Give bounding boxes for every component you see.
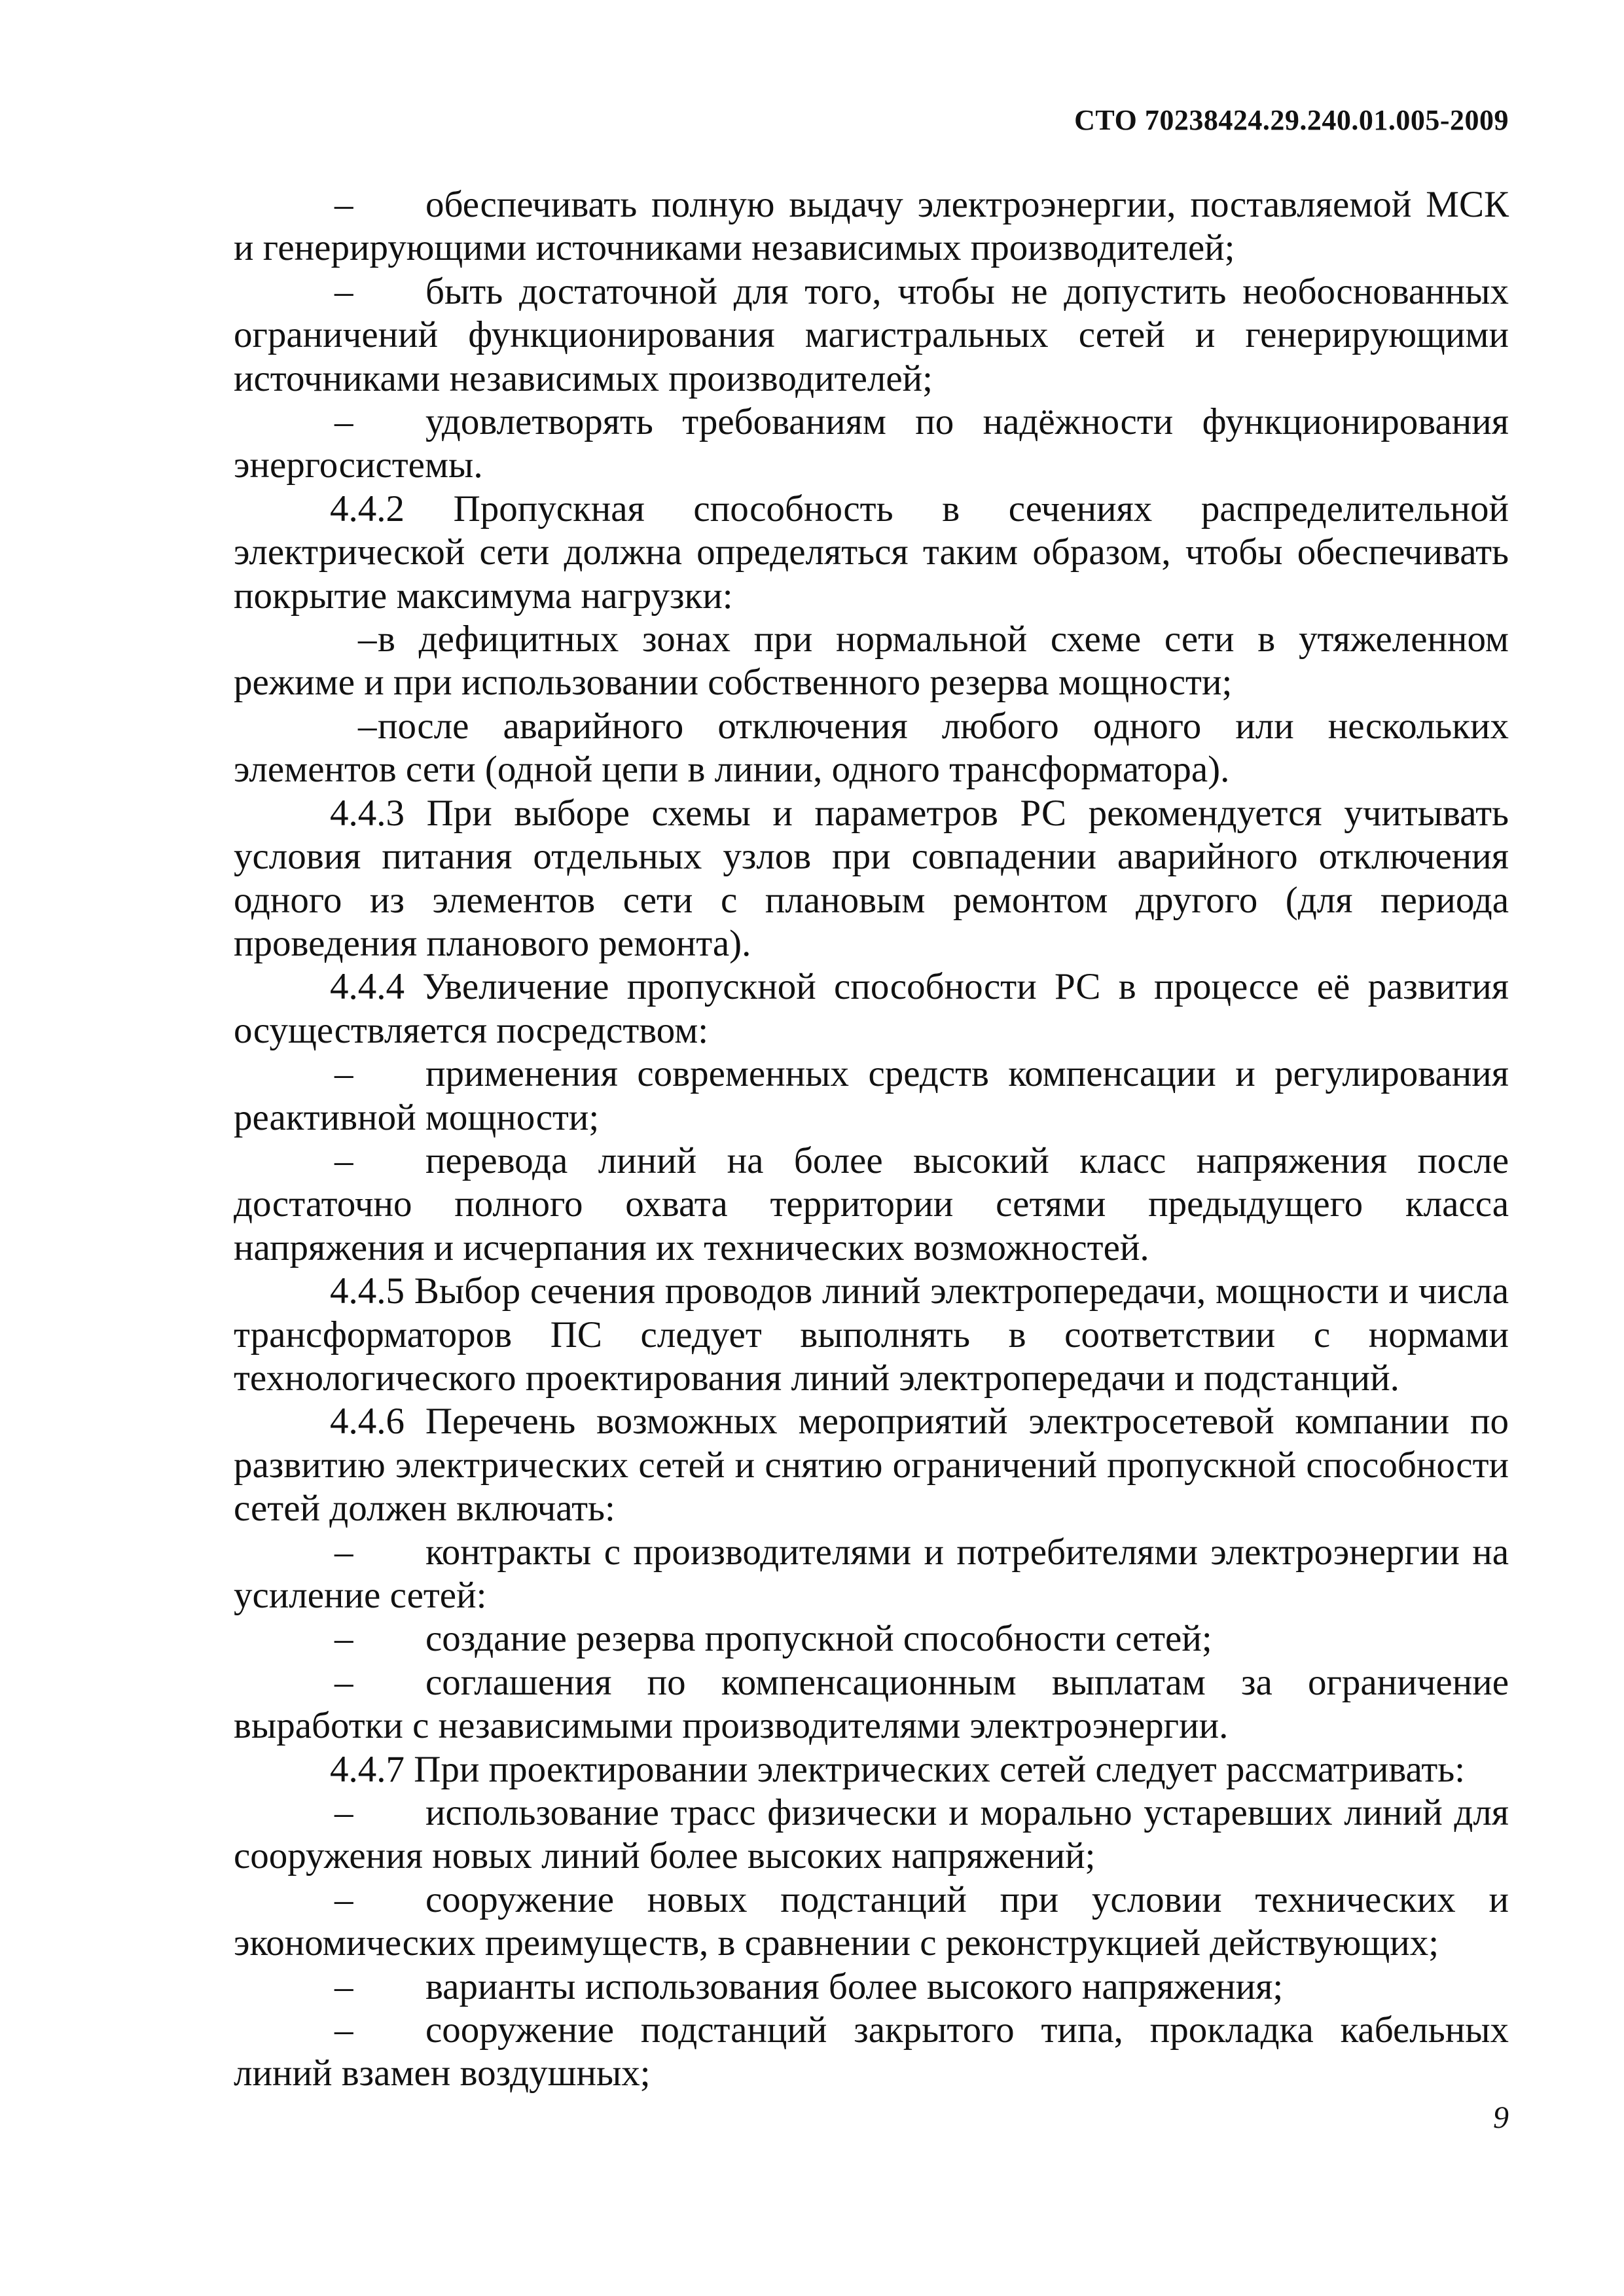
list-item <box>234 705 1509 792</box>
list-item <box>234 1052 1509 1139</box>
list-item <box>234 1965 1509 2009</box>
list-dash: – <box>334 401 353 443</box>
list-item <box>234 2009 1509 2096</box>
list-item <box>234 183 1509 270</box>
list-item-text: варианты использования более высокого напряжения; <box>425 1965 1284 2007</box>
list-item-text: использование трасс физически и морально устаревших линий для сооружения новых линий более высоких напряжений; <box>234 1792 1509 1877</box>
list-item-text: быть достаточной для того, чтобы не допустить необоснованных ограничений функционирования магистральных сетей и генерирующими источниками независимых производителей; <box>234 270 1509 399</box>
section-paragraph: 4.4.7 При проектировании электрических сетей следует рассматривать: <box>330 1748 1466 1790</box>
list-item-text: применения современных средств компенсации и регулирования реактивной мощности; <box>234 1053 1509 1138</box>
section-paragraph: 4.4.5 Выбор сечения проводов линий электропередачи, мощности и числа трансформаторов ПС следует выполнять в соответствии с нормами технологического проектирования линий электропередачи и подстанций. <box>234 1270 1509 1399</box>
list-item <box>234 401 1509 488</box>
list-item-text: контракты с производителями и потребителями электроэнергии на усиление сетей: <box>234 1531 1509 1616</box>
list-item-text: в дефицитных зонах при нормальной схеме сети в утяжеленном режиме и при использовании собственного резерва мощности; <box>234 619 1509 704</box>
section-paragraph: 4.4.3 При выборе схемы и параметров РС рекомендуется учитывать условия питания отдельных узлов при совпадении аварийного отключения одного из элементов сети с плановым ремонтом другого (для периода проведения планового ремонта). <box>234 792 1509 964</box>
list-dash: – <box>334 1661 353 1703</box>
list-item <box>234 618 1509 705</box>
list-item-text: после аварийного отключения любого одного или нескольких элементов сети (одной цепи в линии, одного трансформатора). <box>234 705 1509 791</box>
list-item <box>234 1878 1509 1965</box>
list-item-text: сооружение новых подстанций при условии технических и экономических преимуществ, в сравнении с реконструкцией действующих; <box>234 1878 1509 1964</box>
list-item <box>234 1617 1509 1660</box>
document-code-header: СТО 70238424.29.240.01.005-2009 <box>1074 104 1509 136</box>
list-item <box>234 1139 1509 1270</box>
section-paragraph: 4.4.4 Увеличение пропускной способности РС в процессе её развития осуществляется посредством: <box>234 966 1509 1051</box>
list-dash: – <box>358 705 377 747</box>
list-item-text: обеспечивать полную выдачу электроэнергии, поставляемой МСК и генерирующими источниками независимых производителей; <box>234 184 1509 269</box>
list-dash: – <box>334 1139 353 1181</box>
list-item-text: перевода линий на более высокий класс напряжения после достаточно полного охвата территории сетями предыдущего класса напряжения и исчерпания их технических возможностей. <box>234 1139 1509 1268</box>
list-dash: – <box>334 1053 353 1095</box>
list-dash: – <box>334 270 353 312</box>
list-dash: – <box>334 1965 353 2007</box>
section-paragraph: 4.4.2 Пропускная способность в сечениях распределительной электрической сети должна определяться таким образом, чтобы обеспечивать покрытие максимума нагрузки: <box>234 488 1509 617</box>
page-number: 9 <box>1493 2100 1509 2135</box>
list-dash: – <box>358 619 377 660</box>
list-dash: – <box>334 2009 353 2051</box>
section-paragraph: 4.4.6 Перечень возможных мероприятий электросетевой компании по развитию электрических сетей и снятию ограничений пропускной способности сетей должен включать: <box>234 1401 1509 1530</box>
list-item <box>234 1791 1509 1878</box>
list-dash: – <box>334 1531 353 1573</box>
list-item <box>234 270 1509 401</box>
list-item-text: создание резерва пропускной способности сетей; <box>425 1618 1212 1660</box>
document-body <box>234 183 1509 2096</box>
list-dash: – <box>334 1618 353 1660</box>
list-item-text: удовлетворять требованиям по надёжности функционирования энергосистемы. <box>234 401 1509 486</box>
list-item-text: соглашения по компенсационным выплатам за ограничение выработки с независимыми производителями электроэнергии. <box>234 1661 1509 1747</box>
list-dash: – <box>334 1878 353 1920</box>
list-item-text: сооружение подстанций закрытого типа, прокладка кабельных линий взамен воздушных; <box>234 2009 1509 2094</box>
list-item <box>234 1531 1509 1618</box>
list-item <box>234 1661 1509 1748</box>
list-dash: – <box>334 184 353 225</box>
list-dash: – <box>334 1792 353 1834</box>
